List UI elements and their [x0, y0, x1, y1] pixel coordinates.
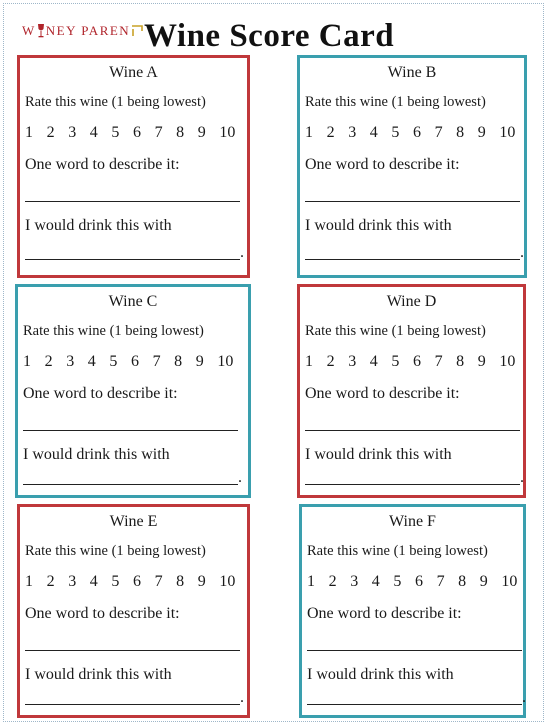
- rating-instruction: Rate this wine (1 being lowest): [305, 94, 486, 110]
- describe-prompt: One word to describe it:: [25, 605, 180, 622]
- rating-10[interactable]: 10: [219, 124, 236, 141]
- rating-3[interactable]: 3: [350, 573, 359, 590]
- describe-prompt: One word to describe it:: [307, 605, 462, 622]
- describe-answer-line[interactable]: [25, 201, 240, 202]
- rating-7[interactable]: 7: [154, 124, 163, 141]
- pairing-period: .: [520, 469, 524, 486]
- rating-5[interactable]: 5: [391, 124, 400, 141]
- rating-8[interactable]: 8: [176, 573, 185, 590]
- wine-glass-icon: [37, 23, 45, 39]
- rating-1[interactable]: 1: [305, 353, 313, 370]
- rating-10[interactable]: 10: [501, 573, 518, 590]
- logo-text-start: W: [22, 23, 36, 38]
- rating-scale: [23, 353, 241, 371]
- rating-2[interactable]: 2: [328, 573, 337, 590]
- rating-3[interactable]: 3: [68, 573, 77, 590]
- rating-5[interactable]: 5: [391, 353, 400, 370]
- rating-7[interactable]: 7: [436, 573, 445, 590]
- rating-4[interactable]: 4: [369, 353, 378, 370]
- wine-card-e: [17, 504, 250, 718]
- pairing-prompt: I would drink this with: [23, 446, 170, 463]
- rating-5[interactable]: 5: [393, 573, 402, 590]
- pairing-answer-line[interactable]: [23, 484, 238, 485]
- rating-1[interactable]: 1: [25, 573, 33, 590]
- rating-4[interactable]: 4: [371, 573, 380, 590]
- rating-instruction: Rate this wine (1 being lowest): [23, 323, 204, 339]
- pairing-prompt: I would drink this with: [305, 217, 452, 234]
- rating-instruction: Rate this wine (1 being lowest): [305, 323, 486, 339]
- rating-9[interactable]: 9: [197, 124, 206, 141]
- wine-card-c: [15, 284, 251, 498]
- rating-3[interactable]: 3: [348, 124, 357, 141]
- rating-instruction: Rate this wine (1 being lowest): [307, 543, 488, 559]
- describe-prompt: One word to describe it:: [305, 385, 460, 402]
- pairing-prompt: I would drink this with: [25, 217, 172, 234]
- rating-9[interactable]: 9: [195, 353, 204, 370]
- rating-4[interactable]: 4: [89, 573, 98, 590]
- pairing-period: .: [238, 469, 242, 486]
- describe-answer-line[interactable]: [307, 650, 522, 651]
- rating-7[interactable]: 7: [154, 573, 163, 590]
- card-title: Wine D: [386, 293, 437, 310]
- describe-answer-line[interactable]: [23, 430, 238, 431]
- pairing-answer-line[interactable]: [307, 704, 522, 705]
- winey-parent-logo: [22, 20, 143, 42]
- rating-3[interactable]: 3: [348, 353, 357, 370]
- rating-5[interactable]: 5: [109, 353, 118, 370]
- rating-5[interactable]: 5: [111, 573, 120, 590]
- pairing-answer-line[interactable]: [305, 484, 520, 485]
- pairing-answer-line[interactable]: [25, 259, 240, 260]
- rating-8[interactable]: 8: [174, 353, 183, 370]
- card-title: Wine E: [109, 513, 158, 530]
- rating-1[interactable]: 1: [23, 353, 31, 370]
- rating-scale: [305, 124, 523, 142]
- rating-9[interactable]: 9: [477, 353, 486, 370]
- rating-9[interactable]: 9: [197, 573, 206, 590]
- rating-scale: [25, 124, 243, 142]
- rating-10[interactable]: 10: [217, 353, 234, 370]
- pairing-period: .: [240, 689, 244, 706]
- rating-4[interactable]: 4: [369, 124, 378, 141]
- describe-prompt: One word to describe it:: [25, 156, 180, 173]
- rating-7[interactable]: 7: [434, 353, 443, 370]
- pairing-answer-line[interactable]: [305, 259, 520, 260]
- card-title: Wine B: [387, 64, 437, 81]
- rating-2[interactable]: 2: [46, 124, 55, 141]
- rating-scale: [307, 573, 525, 591]
- rating-2[interactable]: 2: [326, 353, 335, 370]
- rating-instruction: Rate this wine (1 being lowest): [25, 543, 206, 559]
- rating-3[interactable]: 3: [66, 353, 75, 370]
- rating-6[interactable]: 6: [132, 124, 141, 141]
- wine-card-b: [297, 55, 527, 278]
- describe-answer-line[interactable]: [25, 650, 240, 651]
- rating-1[interactable]: 1: [305, 124, 313, 141]
- wine-card-a: [17, 55, 250, 278]
- wine-card-d: [297, 284, 526, 498]
- rating-6[interactable]: 6: [412, 124, 421, 141]
- rating-instruction: Rate this wine (1 being lowest): [25, 94, 206, 110]
- rating-6[interactable]: 6: [414, 573, 423, 590]
- rating-10[interactable]: 10: [219, 573, 236, 590]
- rating-scale: [25, 573, 243, 591]
- rating-8[interactable]: 8: [456, 353, 465, 370]
- rating-10[interactable]: 10: [499, 124, 516, 141]
- describe-answer-line[interactable]: [305, 201, 520, 202]
- rating-4[interactable]: 4: [89, 124, 98, 141]
- rating-5[interactable]: 5: [111, 124, 120, 141]
- describe-answer-line[interactable]: [305, 430, 520, 431]
- rating-2[interactable]: 2: [326, 124, 335, 141]
- card-title: Wine F: [389, 513, 436, 530]
- rating-7[interactable]: 7: [434, 124, 443, 141]
- rating-2[interactable]: 2: [46, 573, 55, 590]
- pairing-prompt: I would drink this with: [305, 446, 452, 463]
- card-title: Wine A: [109, 64, 158, 81]
- pairing-period: .: [520, 244, 524, 261]
- rating-6[interactable]: 6: [130, 353, 139, 370]
- rating-9[interactable]: 9: [479, 573, 488, 590]
- describe-prompt: One word to describe it:: [23, 385, 178, 402]
- rating-6[interactable]: 6: [132, 573, 141, 590]
- pairing-prompt: I would drink this with: [25, 666, 172, 683]
- rating-9[interactable]: 9: [477, 124, 486, 141]
- rating-3[interactable]: 3: [68, 124, 77, 141]
- card-title: Wine C: [108, 293, 158, 310]
- pairing-period: .: [240, 244, 244, 261]
- rating-7[interactable]: 7: [152, 353, 161, 370]
- rating-10[interactable]: 10: [499, 353, 516, 370]
- describe-prompt: One word to describe it:: [305, 156, 460, 173]
- page-title: Wine Score Card: [144, 18, 395, 54]
- rating-2[interactable]: 2: [44, 353, 53, 370]
- logo-text-end: NEY PAREN: [45, 23, 131, 38]
- rating-8[interactable]: 8: [176, 124, 185, 141]
- pairing-answer-line[interactable]: [25, 704, 240, 705]
- rating-1[interactable]: 1: [307, 573, 315, 590]
- rating-8[interactable]: 8: [456, 124, 465, 141]
- pairing-period: .: [522, 689, 526, 706]
- wine-card-f: [299, 504, 526, 718]
- rating-1[interactable]: 1: [25, 124, 33, 141]
- rating-scale: [305, 353, 523, 371]
- logo-corner-mark: [131, 24, 143, 38]
- pairing-prompt: I would drink this with: [307, 666, 454, 683]
- rating-8[interactable]: 8: [458, 573, 467, 590]
- rating-6[interactable]: 6: [412, 353, 421, 370]
- rating-4[interactable]: 4: [87, 353, 96, 370]
